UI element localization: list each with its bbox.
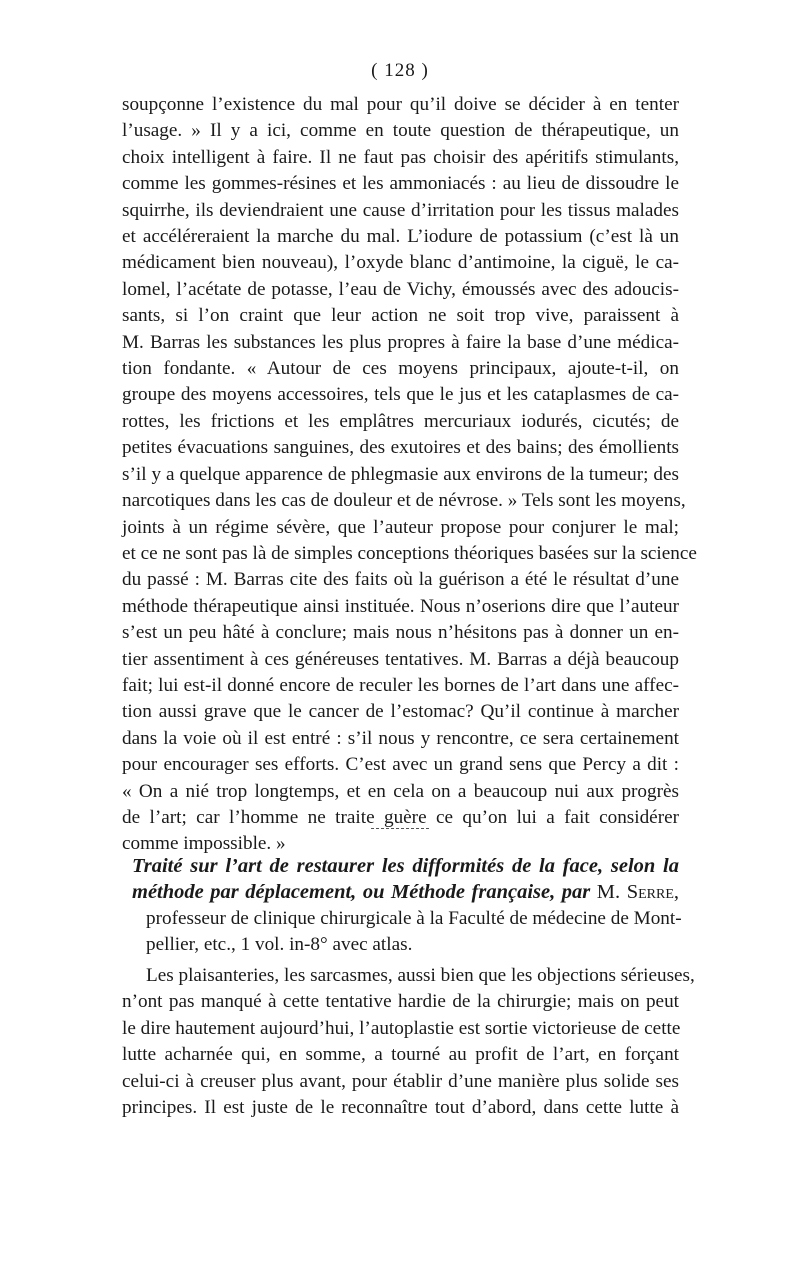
text-line: et accéléreraient la marche du mal. L’iodure de potassium (c’est là un xyxy=(122,226,679,248)
title-line: Traité sur l’art de restaurer les difformités de la face, selon la xyxy=(132,855,679,877)
text-line: joints à un régime sévère, que l’auteur propose pour conjurer le mal; xyxy=(122,516,679,538)
text-line: dans la voie où il est entré : s’il nous y rencontre, ce sera certainement xyxy=(122,727,679,749)
text-line: « On a nié trop longtemps, et en cela on a beaucoup nui aux progrès xyxy=(122,780,679,802)
text-line: narcotiques dans les cas de douleur et de névrose. » Tels sont les moyens, xyxy=(122,490,686,512)
text-line: du passé : M. Barras cite des faits où la guérison a été le résultat d’une xyxy=(122,569,679,591)
title-line xyxy=(132,879,679,905)
text-line: médicament bien nouveau), l’oxyde blanc d’antimoine, la ciguë, le ca- xyxy=(122,252,679,274)
section-divider xyxy=(371,828,429,829)
text-line: soupçonne l’existence du mal pour qu’il doive se décider à en tenter xyxy=(122,94,679,115)
title-detail-line: professeur de clinique chirurgicale à la Faculté de médecine de Mont- xyxy=(146,907,682,929)
text-line: squirrhe, ils deviendraient une cause d’irritation pour les tissus malades xyxy=(122,199,679,221)
text-line: n’ont pas manqué à cette tentative hardie de la chirurgie; mais on peut xyxy=(122,991,679,1013)
text-line: Les plaisanteries, les sarcasmes, aussi bien que les objections sérieuses, xyxy=(146,965,695,986)
text-line: fait; lui est-il donné encore de reculer les bornes de l’art dans une affec- xyxy=(122,674,679,696)
text-line: lomel, l’acétate de potasse, l’eau de Vichy, émoussés avec des adoucis- xyxy=(122,278,679,300)
text-line: méthode thérapeutique ainsi instituée. Nous n’oserions dire que l’auteur xyxy=(122,595,679,617)
review-title xyxy=(132,853,682,959)
text-line: choix intelligent à faire. Il ne faut pas choisir des apéritifs stimulants, xyxy=(122,146,679,168)
author-prefix: M. xyxy=(590,881,627,904)
text-line: le dire hautement aujourd’hui, l’autoplastie est sortie victorieuse de cette xyxy=(122,1017,681,1039)
text-line: sants, si l’on craint que leur action ne soit trop vive, paraissent à xyxy=(122,305,679,327)
text-line: pour encourager ses efforts. C’est avec un grand sens que Percy a dit : xyxy=(122,754,679,776)
text-line: l’usage. » Il y a ici, comme en toute question de thérapeutique, un xyxy=(122,120,679,142)
text-line: lutte acharnée qui, en somme, a tourné au profit de l’art, en forçant xyxy=(122,1044,679,1066)
body-paragraph-2 xyxy=(122,963,695,1121)
text-line: M. Barras les substances les plus propres à faire la base d’une médica- xyxy=(122,331,679,353)
text-line: groupe des moyens accessoires, tels que le jus et les cataplasmes de ca- xyxy=(122,384,679,406)
text-line: tion aussi grave que le cancer de l’estomac? Qu’il continue à marcher xyxy=(122,701,679,723)
text-line: tion fondante. « Autour de ces moyens principaux, ajoute-t-il, on xyxy=(122,358,679,380)
text-line: de l’art; car l’homme ne traite guère ce qu’on lui a fait considérer xyxy=(122,806,679,828)
page-number: ( 128 ) xyxy=(371,60,429,81)
text-line: s’est un peu hâté à conclure; mais nous n’hésitons pas à donner un en- xyxy=(122,622,679,644)
text-line: s’il y a quelque apparence de phlegmasie aux environs de la tumeur; des xyxy=(122,463,679,485)
text-line: et ce ne sont pas là de simples conceptions théoriques basées sur la science xyxy=(122,542,697,564)
body-paragraph-1 xyxy=(122,92,697,858)
text-line: rottes, les frictions et les emplâtres mercuriaux iodurés, cicutés; de xyxy=(122,410,679,432)
title-italic: méthode par déplacement, ou Méthode française, par xyxy=(132,881,591,904)
text-line: comme les gommes-résines et les ammoniacés : au lieu de dissoudre le xyxy=(122,173,679,195)
text-line: petites évacuations sanguines, des exutoires et des bains; des émollients xyxy=(122,437,679,459)
text-line: comme impossible. » xyxy=(122,833,286,855)
text-line: tier assentiment à ces généreuses tentatives. M. Barras a déjà beaucoup xyxy=(122,648,679,670)
text-line: celui-ci à creuser plus avant, pour établir d’une manière plus solide ses xyxy=(122,1070,679,1092)
author-name: Serre, xyxy=(626,881,679,904)
title-detail-line: pellier, etc., 1 vol. in-8° avec atlas. xyxy=(146,934,413,956)
text-line: principes. Il est juste de le reconnaître tout d’abord, dans cette lutte à xyxy=(122,1097,679,1119)
